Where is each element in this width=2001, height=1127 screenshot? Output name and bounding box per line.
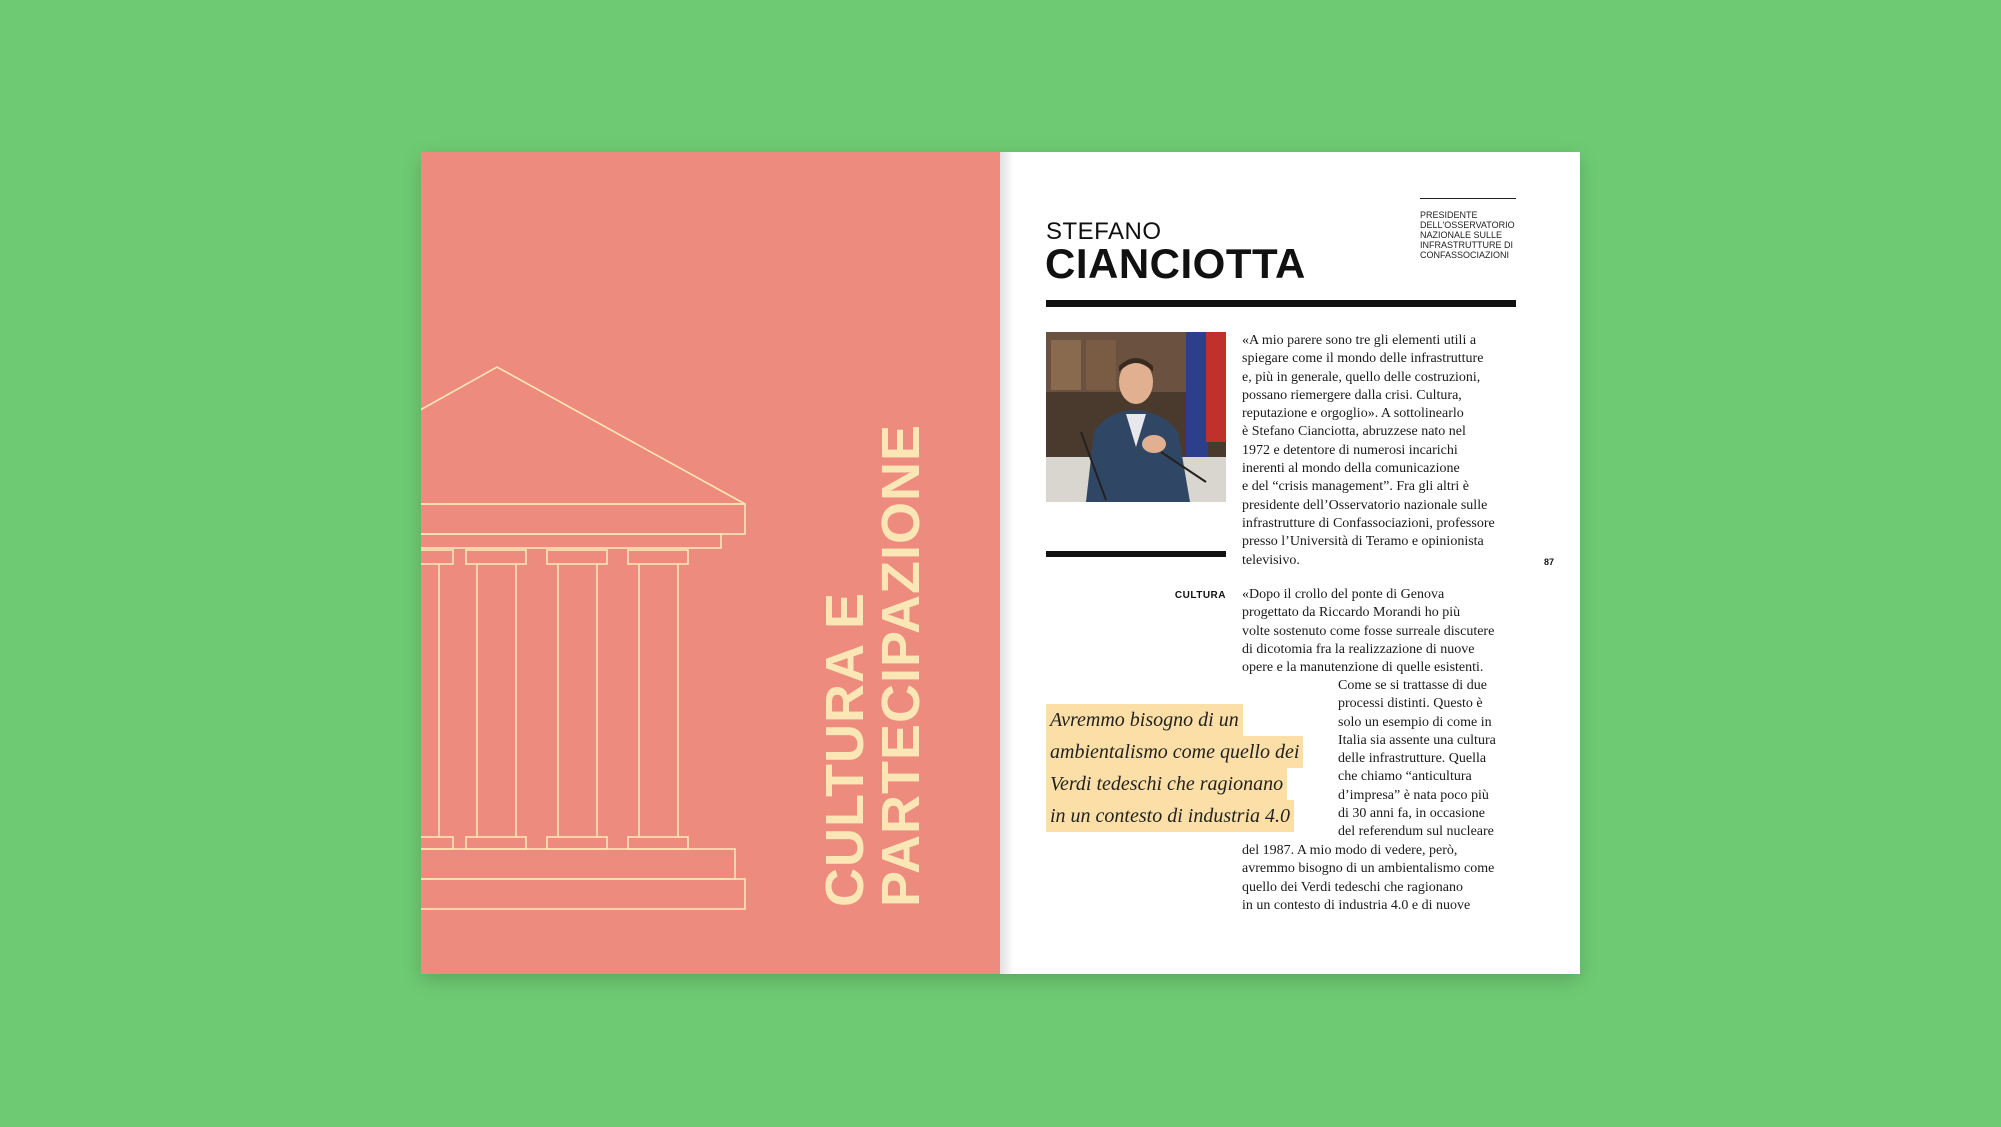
section-title-line-2: PARTECIPAZIONE <box>871 423 931 907</box>
page-number: 87 <box>1544 557 1555 567</box>
left-page <box>421 152 1000 974</box>
author-role <box>1420 210 1530 260</box>
page-gutter <box>1000 152 1014 974</box>
text-line: di 30 anni fa, in occasione <box>1338 806 1485 822</box>
intro-paragraph <box>1242 332 1532 570</box>
text-line: d’impresa” è nata poco più <box>1338 787 1489 803</box>
text-line: presidente dell’Osservatorio nazionale sulle <box>1242 497 1488 513</box>
bottom-paragraph <box>1242 842 1542 915</box>
text-line: televisivo. <box>1242 552 1300 568</box>
text-line: inerenti al mondo della comunicazione <box>1242 461 1460 477</box>
right-page <box>1000 152 1580 974</box>
author-last-name: CIANCIOTTA <box>1045 240 1306 287</box>
role-line: INFRASTRUTTURE DI <box>1420 240 1513 250</box>
pull-quote-line: ambientalismo come quello dei <box>1046 736 1303 768</box>
text-line: 1972 e detentore di numerosi incarichi <box>1242 442 1458 458</box>
magazine-spread <box>421 152 1580 974</box>
side-column <box>1338 677 1538 842</box>
section-paragraph <box>1242 586 1542 677</box>
text-line: «A mio parere sono tre gli elementi utili a <box>1242 333 1477 348</box>
text-line: del referendum sul nucleare <box>1338 824 1494 840</box>
text-line: solo un esempio di come in <box>1338 714 1492 730</box>
pull-quote-line: Avremmo bisogno di un <box>1046 704 1243 736</box>
text-line: che chiamo “anticultura <box>1338 769 1472 785</box>
text-line: possano riemergere dalla crisi. Cultura, <box>1242 387 1462 403</box>
pull-quote-line: in un contesto di industria 4.0 <box>1046 800 1294 832</box>
text-line: avremmo bisogno di un ambientalismo come <box>1242 861 1495 877</box>
text-line: progettato da Riccardo Morandi ho più <box>1242 605 1461 621</box>
section-title-line-1: CULTURA E <box>815 592 875 907</box>
text-line: reputazione e orgoglio». A sottolinearlo <box>1242 406 1464 422</box>
text-line: presso l’Università di Teramo e opinionista <box>1242 534 1484 550</box>
role-line: PRESIDENTE <box>1420 210 1478 220</box>
text-line: Italia sia assente una cultura <box>1338 732 1496 748</box>
text-line: «Dopo il crollo del ponte di Genova <box>1242 587 1445 602</box>
role-line: CONFASSOCIAZIONI <box>1420 250 1510 260</box>
pull-quote-line: Verdi tedeschi che ragionano <box>1046 768 1287 800</box>
text-line: infrastrutture di Confassociazioni, professore <box>1242 515 1495 531</box>
author-first-name: STEFANO <box>1046 218 1162 245</box>
text-line: Come se si trattasse di due <box>1338 678 1487 693</box>
pull-quote <box>1046 704 1336 832</box>
text-line: e, più in generale, quello delle costruzioni, <box>1242 369 1481 385</box>
text-line: opere e la manutenzione di quelle esistenti. <box>1242 660 1484 676</box>
text-line: di dicotomia fra la realizzazione di nuove <box>1242 641 1475 657</box>
text-line: volte sostenuto come fosse surreale discutere <box>1242 623 1495 639</box>
text-line: e del “crisis management”. Fra gli altri è <box>1242 479 1470 495</box>
text-line: in un contesto di industria 4.0 e di nuove <box>1242 897 1471 913</box>
text-line: quello dei Verdi tedeschi che ragionano <box>1242 879 1463 895</box>
role-line: DELL'OSSERVATORIO <box>1420 220 1515 230</box>
photo-rule <box>1046 551 1226 557</box>
author-photo <box>1046 332 1226 502</box>
header-rule <box>1046 300 1516 307</box>
text-line: del 1987. A mio modo di vedere, però, <box>1242 843 1458 858</box>
role-divider <box>1420 198 1516 199</box>
text-line: delle infrastrutture. Quella <box>1338 751 1487 767</box>
text-line: processi distinti. Questo è <box>1338 696 1483 712</box>
text-line: spiegare come il mondo delle infrastrutture <box>1242 351 1484 367</box>
text-line: è Stefano Cianciotta, abruzzese nato nel <box>1242 424 1466 440</box>
section-title <box>817 424 929 907</box>
section-label: CULTURA <box>1174 590 1226 601</box>
role-line: NAZIONALE SULLE <box>1420 230 1503 240</box>
